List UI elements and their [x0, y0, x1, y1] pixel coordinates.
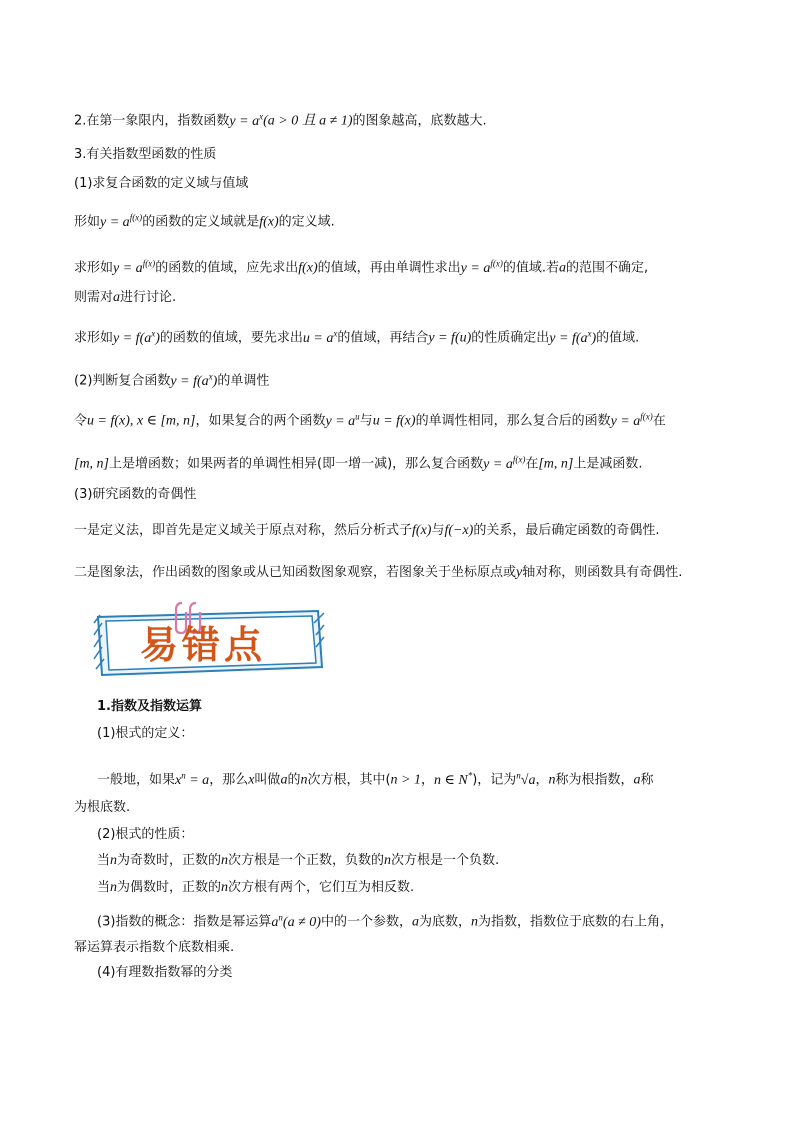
formula: n: [110, 853, 118, 868]
formula: a: [280, 772, 288, 788]
text: 中的一个参数，: [320, 914, 412, 930]
formula: n: [221, 880, 229, 895]
formula: $y = f(a^x)$: [113, 328, 160, 346]
formula: f(x): [259, 214, 279, 230]
text: 的定义域.: [278, 214, 335, 230]
text: 叫做: [254, 772, 281, 788]
formula-condition: (a > 0 且 a ≠ 1): [263, 113, 353, 129]
formula: f(−x): [444, 523, 474, 538]
para-exponent-concept-1: [97, 907, 673, 933]
text: 的范围不确定,: [565, 260, 649, 276]
text: 为指数，指数位于底数的右上角，: [477, 914, 673, 930]
formula: $y = f(a^x)$: [549, 328, 597, 346]
text: 的关系，最后确定函数的奇偶性.: [473, 523, 660, 538]
formula: n: [470, 914, 478, 930]
formula: $y = a^{f(x)}$: [100, 212, 143, 230]
text: 为奇数时，正数的: [117, 853, 222, 868]
para-range-1: [74, 253, 648, 279]
para-parity-2: [74, 563, 682, 583]
para-radical-def-1: [97, 765, 654, 791]
text: 次方根是一个正数，负数的: [228, 853, 385, 868]
text: 的单调性: [217, 373, 270, 389]
formula: n: [110, 880, 118, 895]
formula: y = f(u): [428, 330, 472, 346]
para-radical-def-2: 为根底数.: [74, 800, 131, 815]
text: 上是增函数；如果两者的单调性相异(即一增一减)，那么复合函数: [109, 456, 484, 472]
subheading-rational-exponent: (4)有理数指数幂的分类: [97, 965, 233, 980]
formula: $y = a^{f(x)}$: [113, 258, 156, 276]
formula: f(x): [412, 523, 432, 538]
formula: n: [384, 853, 392, 868]
text: 进行讨论.: [120, 290, 177, 305]
text: 上是减函数.: [573, 456, 643, 472]
subheading-monotonicity: [74, 366, 269, 392]
error-prone-banner: [92, 601, 328, 681]
text: (3)指数的概念：指数是幂运算: [97, 914, 272, 930]
text: ，: [420, 772, 434, 788]
text: 的图象越高，底数越大.: [352, 113, 487, 129]
formula: n > 1: [390, 772, 421, 788]
formula: $u = a^x$: [302, 328, 338, 346]
text: 求形如: [74, 260, 114, 276]
text: 的值域，再结合: [337, 330, 429, 346]
text: 称: [640, 772, 654, 788]
text: 在: [525, 456, 539, 472]
text: 一是定义法，即首先是定义域关于原点对称，然后分析式子: [74, 523, 413, 538]
formula: f(x): [298, 260, 318, 276]
text: 令: [74, 413, 88, 429]
formula: n: [221, 853, 229, 868]
formula: n: [548, 772, 556, 788]
formula: u = f(x): [372, 413, 416, 429]
para-odd-root: [97, 851, 499, 871]
text: 与: [431, 523, 445, 538]
formula: $a^n(a \ne 0)$: [271, 912, 321, 930]
text: ，: [535, 772, 549, 788]
heading-properties: 3.有关指数型函数的性质: [74, 147, 217, 162]
formula: $y = a^x$: [229, 111, 264, 129]
para-domain: [74, 207, 335, 233]
text: 2.在第一象限内，指数函数: [74, 113, 230, 129]
text: 则需对: [74, 290, 114, 305]
text: 次方根，其中(: [307, 772, 391, 788]
text: ，那么: [209, 772, 249, 788]
text: 轴对称，则函数具有奇偶性.: [522, 565, 683, 580]
text: 的性质确定出: [471, 330, 550, 346]
para-base-compare: [74, 106, 487, 132]
para-range-3: [74, 323, 639, 349]
formula: u = f(x), x ∈ [m, n]: [87, 413, 196, 429]
para-monotonicity-1: [74, 406, 666, 432]
formula: $y = a^{f(x)}$: [460, 258, 503, 276]
formula: a: [113, 290, 121, 305]
para-monotonicity-2: [74, 449, 643, 475]
text: 的函数的值域，应先求出: [155, 260, 299, 276]
text: 的值域.若: [502, 260, 559, 276]
text: 求形如: [74, 330, 114, 346]
formula: [m, n]: [538, 456, 574, 472]
banner-title: 易错点: [140, 622, 267, 667]
formula: $y = a^{f(x)}$: [483, 454, 526, 472]
text: (2)判断复合函数: [74, 373, 171, 389]
formula: $y = a^u$: [325, 411, 360, 429]
text: 一般地，如果: [97, 772, 176, 788]
formula: y: [516, 565, 523, 580]
formula: a: [633, 772, 641, 788]
formula: $x^n = a$: [175, 770, 210, 788]
text: ，如果复合的两个函数: [195, 413, 326, 429]
text: 的值域.: [596, 330, 640, 346]
subheading-radical-def: (1)根式的定义：: [97, 726, 194, 741]
text: 为偶数时，正数的: [117, 880, 222, 895]
text: 次方根是一个负数.: [391, 853, 500, 868]
formula: a: [558, 260, 566, 276]
subheading-domain-range: (1)求复合函数的定义域与值域: [74, 176, 249, 191]
text: 当: [97, 853, 111, 868]
para-exponent-concept-2: 幂运算表示指数个底数相乘.: [74, 940, 235, 955]
para-even-root: [97, 878, 414, 898]
text: 的函数的定义域就是: [142, 214, 260, 230]
text: )，记为: [472, 772, 517, 788]
formula: $y = f(a^x)$: [170, 371, 218, 389]
text: 的函数的值域，要先求出: [159, 330, 303, 346]
formula: [m, n]: [74, 456, 110, 472]
text: 与: [359, 413, 373, 429]
text: 为底数，: [418, 914, 471, 930]
text: 形如: [74, 214, 101, 230]
formula: n: [300, 772, 308, 788]
text: 当: [97, 880, 111, 895]
formula: $^n$√a: [516, 770, 536, 788]
text: 在: [652, 413, 666, 429]
text: 二是图象法，作出函数的图象或从已知函数图象观察，若图象关于坐标原点或: [74, 565, 517, 580]
text: 的单调性相同，那么复合后的函数: [415, 413, 611, 429]
subheading-parity: (3)研究函数的奇偶性: [74, 487, 197, 502]
text: 称为根指数，: [555, 772, 634, 788]
section-heading-exponent: 1.指数及指数运算: [97, 699, 202, 714]
formula: x: [248, 772, 255, 788]
formula: $y = a^{f(x)}$: [610, 411, 653, 429]
formula: a: [411, 914, 419, 930]
text: 的值域，再由单调性求出: [317, 260, 461, 276]
text: 的: [287, 772, 301, 788]
para-parity-1: [74, 521, 659, 541]
text: 次方根有两个，它们互为相反数.: [228, 880, 415, 895]
formula: n ∈ N*: [434, 770, 473, 788]
subheading-radical-props: (2)根式的性质：: [97, 827, 194, 842]
para-range-2: [74, 288, 176, 308]
